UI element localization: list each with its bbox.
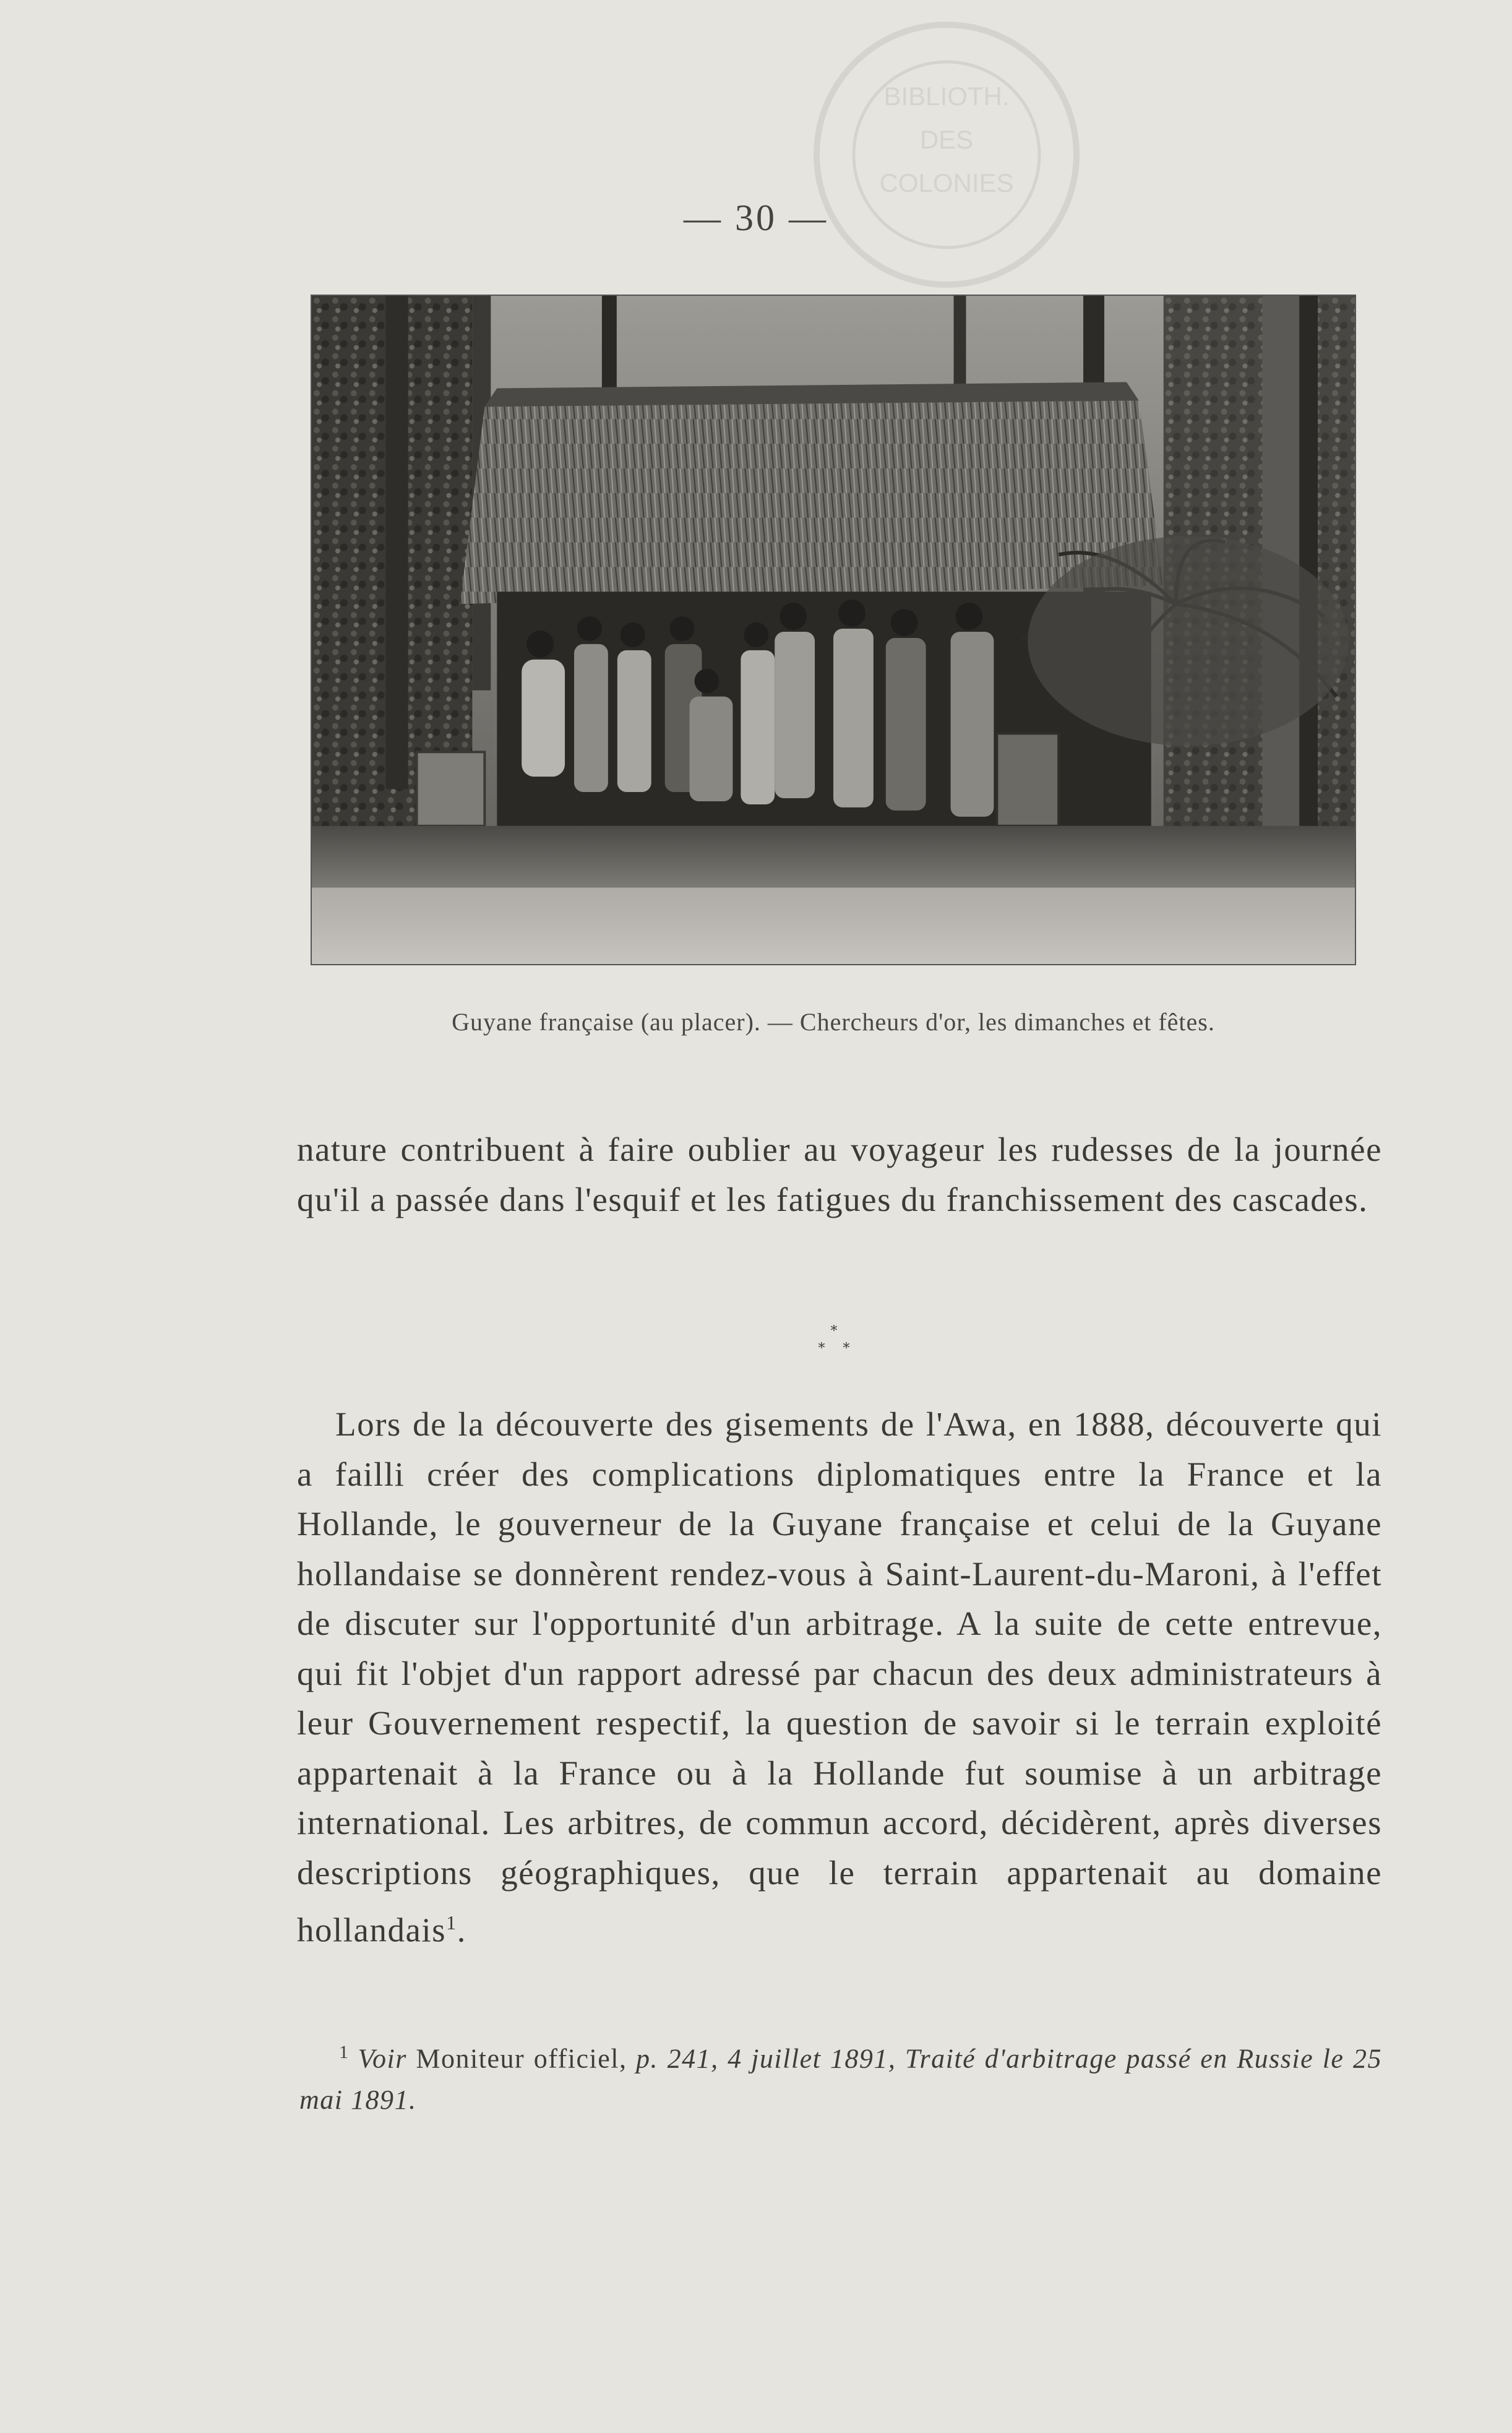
svg-text:COLONIES: COLONIES (879, 168, 1014, 197)
library-stamp (761, 12, 1132, 303)
asterism-icon (809, 1323, 859, 1372)
svg-text:DES: DES (919, 125, 974, 154)
footnote-source: Moniteur officiel, (416, 2043, 627, 2074)
footnote (299, 2032, 1382, 2121)
svg-text:*: * (830, 1324, 838, 1339)
figure-caption: Guyane française (au placer). — Chercheurs d'or, les dimanches et fêtes. (452, 1008, 1215, 1036)
paragraph-awa-arbitration (297, 1400, 1382, 1955)
footnote-voir: Voir (358, 2043, 407, 2074)
footnote-reference: 1 (446, 1911, 457, 1934)
paragraph-continuation: nature contribuent à faire oublier au voyageur les rudesses de la journée qu'il a passée dans l'esquif et les fatigues du franchissement des cascades. (297, 1130, 1382, 1218)
footnote-marker: 1 (339, 2042, 350, 2062)
page-number: — 30 — (684, 197, 828, 238)
paragraph-end: . (457, 1911, 466, 1949)
svg-text:*: * (818, 1341, 825, 1356)
svg-text:*: * (843, 1341, 850, 1356)
photograph-of-gold-prospectors-camp-icon (312, 296, 1355, 964)
paragraph-text: Lors de la découverte des gisements de l'Awa, en 1888, découverte qui a failli créer des complications diplomatiques entre la France et la Hollande, le gouverneur de la Guyane française et celui de la Guyane hollandaise se donnèrent rendez-vous à Saint-Laurent-du-Maroni, à l'effet de discuter sur l'opportunité d'un arbitrage. A la suite de cette entrevue, qui fit l'objet d'un rapport adressé par chacun des deux administrateurs à leur Gouvernement respectif, la question de savoir si le terrain exploité appartenait à la France ou à la Hollande fut soumise à un arbitrage international. Les arbitres, de commun accord, décidèrent, après diverses descriptions géographiques, que le terrain appartenait au domaine hollandais (297, 1405, 1382, 1949)
footnote-detail: p. 241, 4 juillet 1891, Traité d'arbitrage passé en Russie le 25 mai 1891. (299, 2043, 1383, 2115)
svg-text:BIBLIOTH.: BIBLIOTH. (883, 82, 1010, 111)
photograph (311, 295, 1356, 965)
